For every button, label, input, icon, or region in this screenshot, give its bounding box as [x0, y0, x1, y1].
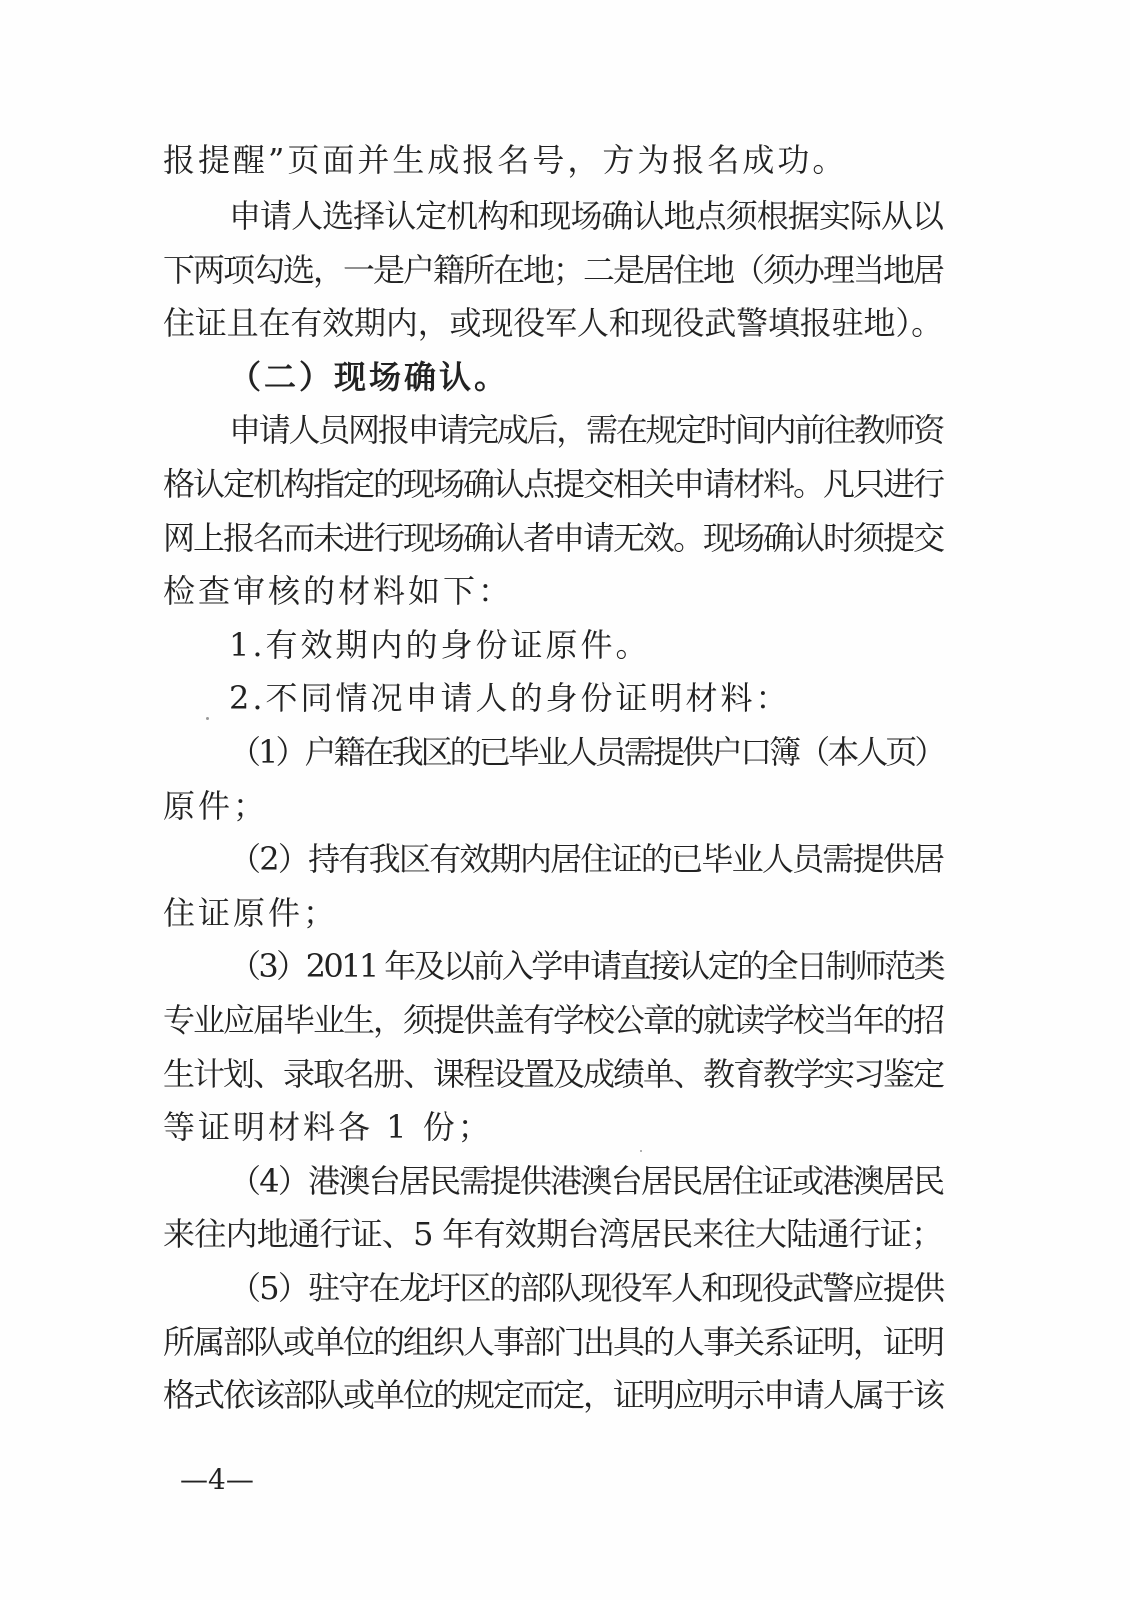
- list-item: 1.有效期内的身份证原件。: [229, 626, 651, 664]
- body-line: 下两项勾选，一是户籍所在地；二是居住地（须办理当地居: [163, 251, 944, 289]
- sub-item: （4）港澳台居民需提供港澳台居民居住证或港澳居民: [229, 1162, 944, 1200]
- sub-item: （1）户籍在我区的已毕业人员需提供户口簿（本人页）: [229, 733, 944, 771]
- sub-item: （3）2011 年及以前入学申请直接认定的全日制师范类: [229, 947, 943, 985]
- body-line: 住证且在有效期内，或现役军人和现役武警填报驻地）。: [163, 304, 944, 342]
- body-line: 生计划、录取名册、课程设置及成绩单、教育教学实习鉴定: [163, 1055, 944, 1093]
- body-line: 格认定机构指定的现场确认点提交相关申请材料。凡只进行: [163, 465, 944, 503]
- list-item: 2.不同情况申请人的身份证明材料：: [229, 679, 791, 717]
- body-line: 检查审核的材料如下：: [163, 572, 514, 610]
- scan-speck: [206, 717, 209, 720]
- body-line: 申请人员网报申请完成后，需在规定时间内前往教师资: [229, 411, 944, 449]
- body-line: 所属部队或单位的组织人事部门出具的人事关系证明，证明: [163, 1323, 944, 1361]
- body-line: 网上报名而未进行现场确认者申请无效。现场确认时须提交: [163, 519, 944, 557]
- sub-item: （2）持有我区有效期内居住证的已毕业人员需提供居: [229, 840, 944, 878]
- body-line: 原件；: [163, 787, 269, 825]
- sub-item: （5）驻守在龙圩区的部队现役军人和现役武警应提供: [229, 1269, 944, 1307]
- body-line: 等证明材料各 1 份；: [163, 1108, 493, 1146]
- scan-speck: [640, 1150, 642, 1152]
- body-line: 住证原件；: [163, 894, 339, 932]
- section-heading: （二）现场确认。: [229, 358, 510, 396]
- body-line: 格式依该部队或单位的规定而定，证明应明示申请人属于该: [163, 1376, 944, 1414]
- page-number: —4—: [180, 1463, 254, 1496]
- body-line: 申请人选择认定机构和现场确认地点须根据实际从以: [229, 197, 944, 235]
- body-line: 报提醒”页面并生成报名号，方为报名成功。: [163, 141, 848, 179]
- body-line: 来往内地通行证、5 年有效期台湾居民来往大陆通行证；: [163, 1215, 943, 1253]
- body-line: 专业应届毕业生，须提供盖有学校公章的就读学校当年的招: [163, 1001, 944, 1039]
